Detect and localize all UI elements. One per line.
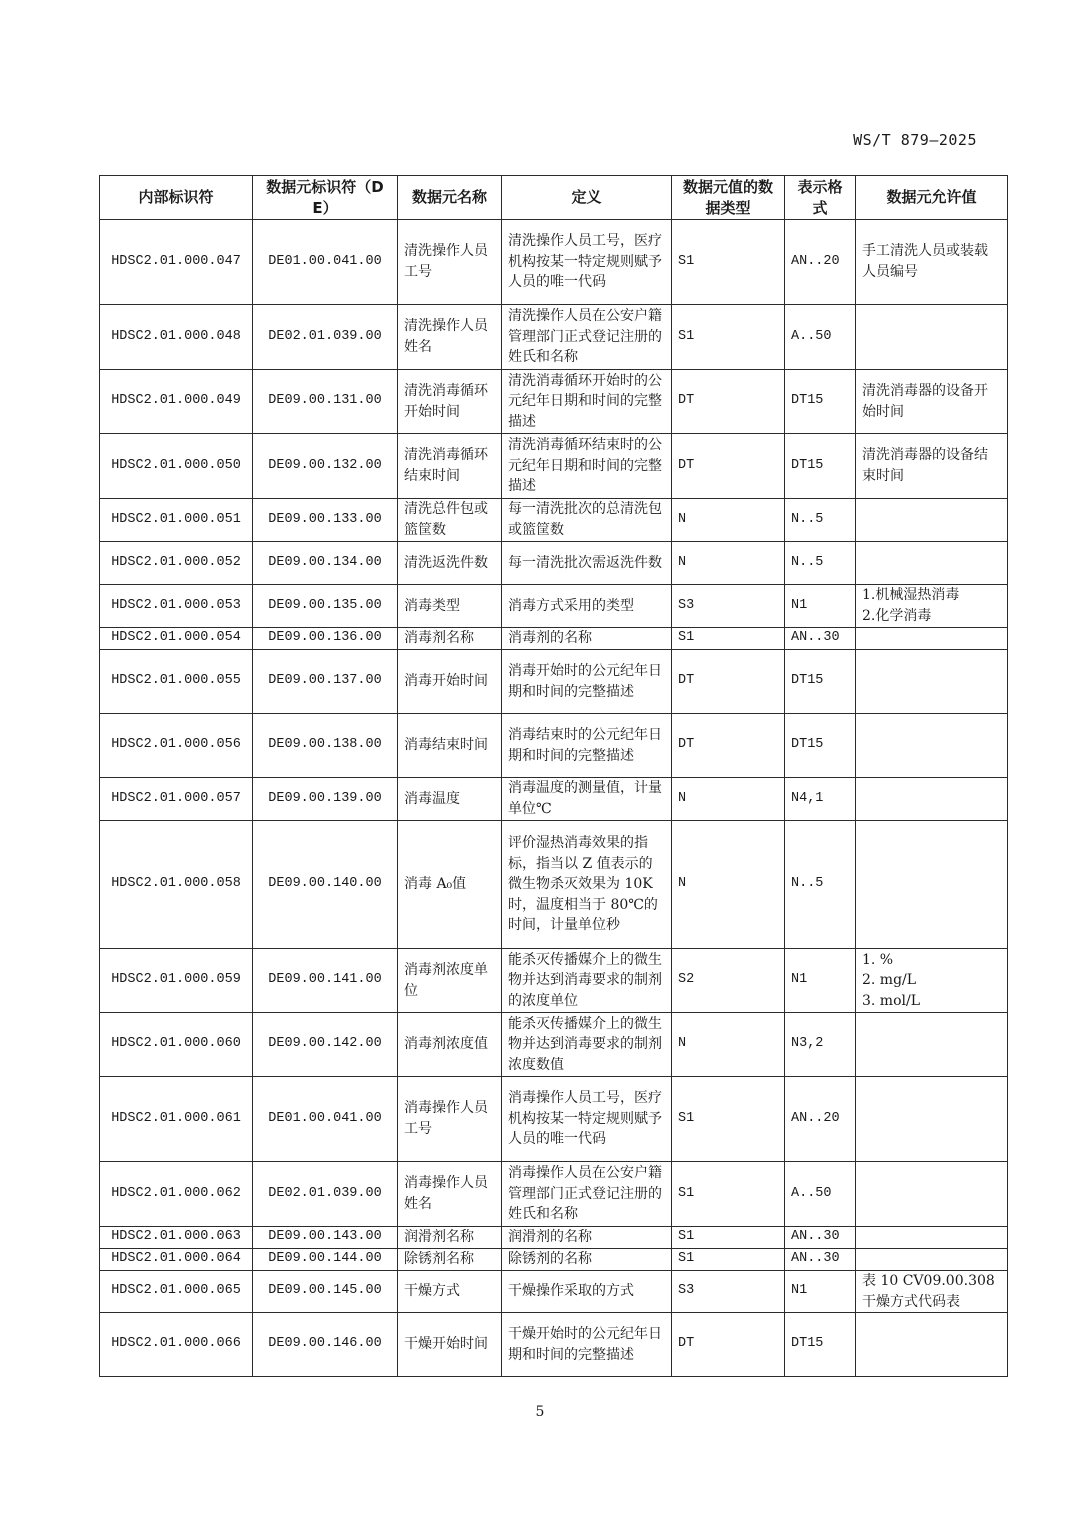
- definition-cell: 润滑剂的名称: [502, 1227, 672, 1249]
- table-row: [100, 585, 1008, 628]
- format-cell: A..50: [785, 305, 856, 370]
- de-id-cell: DE09.00.135.00: [253, 585, 398, 628]
- element-name-cell: 干燥方式: [398, 1271, 502, 1313]
- de-id-cell: DE02.01.039.00: [253, 1162, 398, 1227]
- allowed-value: 干燥方式代码表: [862, 1293, 960, 1310]
- format-cell: DT15: [785, 714, 856, 778]
- element-name-cell: 消毒结束时间: [398, 714, 502, 778]
- format-cell: DT15: [785, 370, 856, 434]
- element-name-cell: 清洗消毒循环结束时间: [398, 434, 502, 499]
- de-id-cell: DE09.00.137.00: [253, 650, 398, 714]
- table-row: [100, 1271, 1008, 1313]
- allowed-value: 表 10 CV09.00.308: [862, 1273, 995, 1289]
- data-type-cell: S3: [672, 1271, 785, 1313]
- standard-code: WS/T 879—2025: [853, 131, 977, 149]
- format-cell: AN..20: [785, 220, 856, 305]
- page-number: 5: [535, 1404, 545, 1420]
- format-cell: N..5: [785, 542, 856, 585]
- table-row: [100, 1313, 1008, 1377]
- allowed-values-cell: [856, 499, 1008, 542]
- internal-id-cell: HDSC2.01.000.066: [100, 1313, 253, 1377]
- internal-id-cell: HDSC2.01.000.061: [100, 1077, 253, 1162]
- definition-cell: 消毒方式采用的类型: [502, 585, 672, 628]
- data-type-cell: N: [672, 1013, 785, 1077]
- format-cell: AN..30: [785, 1249, 856, 1271]
- column-header: 定义: [502, 176, 672, 220]
- allowed-value: 清洗消毒器的设备开始时间: [862, 382, 988, 420]
- allowed-values-cell: [856, 542, 1008, 585]
- data-type-cell: S1: [672, 1227, 785, 1249]
- allowed-value: 2.化学消毒: [862, 608, 932, 624]
- de-id-cell: DE09.00.132.00: [253, 434, 398, 499]
- format-cell: N1: [785, 585, 856, 628]
- definition-cell: 每一清洗批次需返洗件数: [502, 542, 672, 585]
- allowed-values-cell: [856, 628, 1008, 650]
- data-type-cell: N: [672, 821, 785, 949]
- data-type-cell: S2: [672, 949, 785, 1013]
- allowed-values-cell: [856, 434, 1008, 499]
- allowed-value: 2. mg/L: [862, 972, 917, 989]
- allowed-values-cell: [856, 1271, 1008, 1313]
- format-cell: N1: [785, 949, 856, 1013]
- internal-id-cell: HDSC2.01.000.057: [100, 778, 253, 821]
- definition-cell: 清洗操作人员工号，医疗机构按某一特定规则赋予人员的唯一代码: [502, 220, 672, 305]
- table-row: [100, 650, 1008, 714]
- internal-id-cell: HDSC2.01.000.055: [100, 650, 253, 714]
- allowed-values-cell: [856, 1013, 1008, 1077]
- element-name-cell: 清洗操作人员姓名: [398, 305, 502, 370]
- internal-id-cell: HDSC2.01.000.054: [100, 628, 253, 650]
- data-type-cell: N: [672, 778, 785, 821]
- data-type-cell: DT: [672, 714, 785, 778]
- de-id-cell: DE09.00.141.00: [253, 949, 398, 1013]
- format-cell: DT15: [785, 650, 856, 714]
- internal-id-cell: HDSC2.01.000.056: [100, 714, 253, 778]
- internal-id-cell: HDSC2.01.000.062: [100, 1162, 253, 1227]
- internal-id-cell: HDSC2.01.000.065: [100, 1271, 253, 1313]
- table-row: [100, 434, 1008, 499]
- table-row: [100, 1013, 1008, 1077]
- de-id-cell: DE09.00.139.00: [253, 778, 398, 821]
- allowed-values-cell: [856, 1162, 1008, 1227]
- column-header: 数据元值的数据类型: [672, 176, 785, 220]
- internal-id-cell: HDSC2.01.000.053: [100, 585, 253, 628]
- element-name-cell: 清洗返洗件数: [398, 542, 502, 585]
- data-type-cell: N: [672, 499, 785, 542]
- de-id-cell: DE09.00.142.00: [253, 1013, 398, 1077]
- element-name-cell: 消毒开始时间: [398, 650, 502, 714]
- element-name-cell: 清洗总件包或篮筐数: [398, 499, 502, 542]
- table-row: [100, 821, 1008, 949]
- column-header: 表示格式: [785, 176, 856, 220]
- table-row: [100, 714, 1008, 778]
- de-id-cell: DE09.00.131.00: [253, 370, 398, 434]
- allowed-values-cell: [856, 370, 1008, 434]
- column-header: 内部标识符: [100, 176, 253, 220]
- definition-cell: 清洗操作人员在公安户籍管理部门正式登记注册的姓氏和名称: [502, 305, 672, 370]
- element-name-cell: 润滑剂名称: [398, 1227, 502, 1249]
- internal-id-cell: HDSC2.01.000.060: [100, 1013, 253, 1077]
- column-header: 数据元标识符（DE）: [253, 176, 398, 220]
- allowed-values-cell: [856, 821, 1008, 949]
- definition-cell: 消毒开始时的公元纪年日期和时间的完整描述: [502, 650, 672, 714]
- format-cell: DT15: [785, 434, 856, 499]
- data-type-cell: DT: [672, 1313, 785, 1377]
- data-type-cell: DT: [672, 370, 785, 434]
- allowed-value: 清洗消毒器的设备结束时间: [862, 447, 988, 484]
- de-id-cell: DE02.01.039.00: [253, 305, 398, 370]
- table-row: [100, 305, 1008, 370]
- definition-cell: 消毒操作人员工号，医疗机构按某一特定规则赋予人员的唯一代码: [502, 1077, 672, 1162]
- element-name-cell: 消毒操作人员工号: [398, 1077, 502, 1162]
- allowed-values-cell: [856, 650, 1008, 714]
- internal-id-cell: HDSC2.01.000.051: [100, 499, 253, 542]
- format-cell: AN..20: [785, 1077, 856, 1162]
- element-name-cell: 消毒类型: [398, 585, 502, 628]
- format-cell: AN..30: [785, 1227, 856, 1249]
- internal-id-cell: HDSC2.01.000.059: [100, 949, 253, 1013]
- allowed-value: 3. mol/L: [862, 992, 921, 1009]
- data-type-cell: S1: [672, 305, 785, 370]
- data-type-cell: DT: [672, 650, 785, 714]
- de-id-cell: DE09.00.136.00: [253, 628, 398, 650]
- element-name-cell: 消毒剂浓度单位: [398, 949, 502, 1013]
- table-row: [100, 370, 1008, 434]
- de-id-cell: DE09.00.133.00: [253, 499, 398, 542]
- definition-cell: 评价湿热消毒效果的指标，指当以 Z 值表示的微生物杀灭效果为 10K 时，温度相当于 80℃的时间，计量单位秒: [502, 821, 672, 949]
- table-row: [100, 1249, 1008, 1271]
- column-header: 数据元允许值: [856, 176, 1008, 220]
- table-row: [100, 949, 1008, 1013]
- data-type-cell: N: [672, 542, 785, 585]
- de-id-cell: DE01.00.041.00: [253, 1077, 398, 1162]
- definition-cell: 能杀灭传播媒介上的微生物并达到消毒要求的制剂浓度数值: [502, 1013, 672, 1077]
- internal-id-cell: HDSC2.01.000.064: [100, 1249, 253, 1271]
- allowed-values-cell: [856, 305, 1008, 370]
- allowed-values-cell: [856, 778, 1008, 821]
- allowed-values-cell: [856, 1313, 1008, 1377]
- definition-cell: 清洗消毒循环开始时的公元纪年日期和时间的完整描述: [502, 370, 672, 434]
- definition-cell: 每一清洗批次的总清洗包或篮筐数: [502, 499, 672, 542]
- data-type-cell: S1: [672, 1077, 785, 1162]
- definition-cell: 干燥开始时的公元纪年日期和时间的完整描述: [502, 1313, 672, 1377]
- column-header: 数据元名称: [398, 176, 502, 220]
- de-id-cell: DE09.00.138.00: [253, 714, 398, 778]
- table-row: [100, 220, 1008, 305]
- definition-cell: 消毒剂的名称: [502, 628, 672, 650]
- de-id-cell: DE09.00.140.00: [253, 821, 398, 949]
- element-name-cell: 消毒 A₀值: [398, 821, 502, 949]
- format-cell: A..50: [785, 1162, 856, 1227]
- data-type-cell: S1: [672, 220, 785, 305]
- allowed-values-cell: [856, 949, 1008, 1013]
- definition-cell: 消毒结束时的公元纪年日期和时间的完整描述: [502, 714, 672, 778]
- allowed-values-cell: [856, 1227, 1008, 1249]
- de-id-cell: DE09.00.134.00: [253, 542, 398, 585]
- internal-id-cell: HDSC2.01.000.050: [100, 434, 253, 499]
- de-id-cell: DE09.00.143.00: [253, 1227, 398, 1249]
- table-row: [100, 542, 1008, 585]
- data-type-cell: S1: [672, 1162, 785, 1227]
- table-row: [100, 1227, 1008, 1249]
- allowed-value: 1.机械湿热消毒: [862, 587, 960, 604]
- element-name-cell: 干燥开始时间: [398, 1313, 502, 1377]
- internal-id-cell: HDSC2.01.000.052: [100, 542, 253, 585]
- internal-id-cell: HDSC2.01.000.048: [100, 305, 253, 370]
- data-type-cell: S1: [672, 628, 785, 650]
- element-name-cell: 除锈剂名称: [398, 1249, 502, 1271]
- format-cell: N..5: [785, 821, 856, 949]
- element-name-cell: 消毒剂名称: [398, 628, 502, 650]
- de-id-cell: DE09.00.146.00: [253, 1313, 398, 1377]
- internal-id-cell: HDSC2.01.000.063: [100, 1227, 253, 1249]
- data-type-cell: DT: [672, 434, 785, 499]
- format-cell: DT15: [785, 1313, 856, 1377]
- allowed-values-cell: [856, 714, 1008, 778]
- table-row: [100, 1162, 1008, 1227]
- table-row: [100, 628, 1008, 650]
- internal-id-cell: HDSC2.01.000.058: [100, 821, 253, 949]
- definition-cell: 干燥操作采取的方式: [502, 1271, 672, 1313]
- data-element-table: [99, 175, 1008, 1377]
- format-cell: N..5: [785, 499, 856, 542]
- definition-cell: 消毒温度的测量值，计量单位℃: [502, 778, 672, 821]
- element-name-cell: 清洗消毒循环开始时间: [398, 370, 502, 434]
- de-id-cell: DE09.00.144.00: [253, 1249, 398, 1271]
- format-cell: N4,1: [785, 778, 856, 821]
- allowed-values-cell: [856, 585, 1008, 628]
- allowed-value: 1. %: [862, 951, 894, 968]
- definition-cell: 消毒操作人员在公安户籍管理部门正式登记注册的姓氏和名称: [502, 1162, 672, 1227]
- data-type-cell: S3: [672, 585, 785, 628]
- de-id-cell: DE09.00.145.00: [253, 1271, 398, 1313]
- format-cell: N1: [785, 1271, 856, 1313]
- element-name-cell: 消毒操作人员姓名: [398, 1162, 502, 1227]
- allowed-value: 手工清洗人员或装载人员编号: [862, 243, 988, 280]
- element-name-cell: 消毒剂浓度值: [398, 1013, 502, 1077]
- internal-id-cell: HDSC2.01.000.049: [100, 370, 253, 434]
- allowed-values-cell: [856, 1077, 1008, 1162]
- element-name-cell: 清洗操作人员工号: [398, 220, 502, 305]
- format-cell: N3,2: [785, 1013, 856, 1077]
- table-row: [100, 1077, 1008, 1162]
- internal-id-cell: HDSC2.01.000.047: [100, 220, 253, 305]
- table-header-row: [100, 176, 1008, 220]
- de-id-cell: DE01.00.041.00: [253, 220, 398, 305]
- data-type-cell: S1: [672, 1249, 785, 1271]
- allowed-values-cell: [856, 220, 1008, 305]
- definition-cell: 清洗消毒循环结束时的公元纪年日期和时间的完整描述: [502, 434, 672, 499]
- table-row: [100, 499, 1008, 542]
- allowed-values-cell: [856, 1249, 1008, 1271]
- element-name-cell: 消毒温度: [398, 778, 502, 821]
- table-row: [100, 778, 1008, 821]
- definition-cell: 能杀灭传播媒介上的微生物并达到消毒要求的制剂的浓度单位: [502, 949, 672, 1013]
- format-cell: AN..30: [785, 628, 856, 650]
- definition-cell: 除锈剂的名称: [502, 1249, 672, 1271]
